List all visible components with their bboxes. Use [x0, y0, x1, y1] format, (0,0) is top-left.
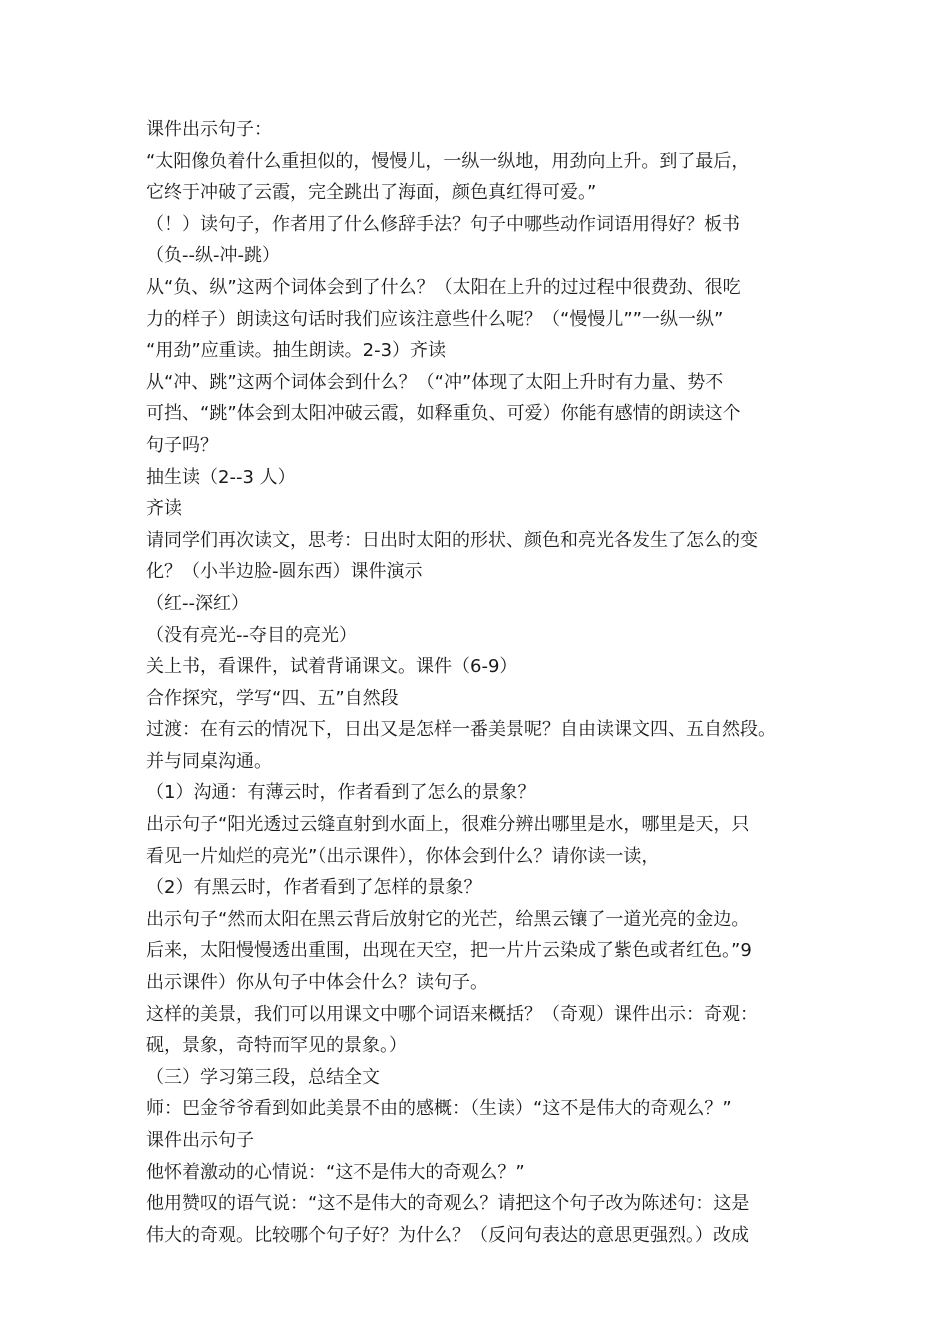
text-line: 出示课件）你从句子中体会什么？读句子。 [146, 972, 488, 994]
text-line: 抽生读（2--3 人） [146, 466, 296, 488]
text-line: 句子吗？ [146, 434, 218, 456]
text-line: （三）学习第三段，总结全文 [146, 1066, 380, 1088]
text-line: 关上书，看课件，试着背诵课文。课件（6-9） [146, 656, 518, 678]
text-line: 看见一片灿烂的亮光”（出示课件），你体会到什么？请你读一读， [146, 845, 660, 867]
text-line: 并与同桌沟通。 [146, 750, 272, 772]
text-line: 这样的美景，我们可以用课文中哪个词语来概括？（奇观）课件出示：奇观： [146, 1003, 758, 1025]
text-line: 后来，太阳慢慢透出重围，出现在天空，把一片片云染成了紫色或者红色。”9 [146, 940, 752, 962]
text-line: （负--纵-冲-跳） [146, 245, 280, 267]
text-line: （没有亮光--夺目的亮光） [146, 624, 357, 646]
text-line: （1）沟通：有薄云时，作者看到了怎么的景象？ [146, 782, 536, 804]
text-line: 伟大的奇观。比较哪个句子好？为什么？（反问句表达的意思更强烈。）改成 [146, 1224, 749, 1246]
text-line: “太阳像负着什么重担似的，慢慢儿，一纵一纵地，用劲向上升。到了最后， [146, 150, 750, 172]
text-line: “用劲”应重读。抽生朗读。2-3）齐读 [146, 340, 447, 362]
text-line: （！）读句子，作者用了什么修辞手法？句子中哪些动作词语用得好？板书 [146, 213, 740, 235]
text-line: 化？（小半边脸-圆东西）课件演示 [146, 561, 423, 583]
text-line: （红--深红） [146, 592, 249, 614]
text-line: 从“冲、跳”这两个词体会到什么？（“冲”体现了太阳上升时有力量、势不 [146, 371, 724, 393]
text-line: （2）有黑云时，作者看到了怎样的景象？ [146, 877, 482, 899]
text-line: 过渡：在有云的情况下，日出又是怎样一番美景呢？自由读课文四、五自然段。 [146, 719, 776, 741]
text-line: 出示句子“阳光透过云缝直射到水面上，很难分辨出哪里是水，哪里是天，只 [146, 814, 750, 836]
text-line: 课件出示句子 [146, 1130, 254, 1151]
text-line: 他怀着激动的心情说：“这不是伟大的奇观么？” [146, 1161, 525, 1183]
text-line: 从“负、纵”这两个词体会到了什么？（太阳在上升的过过程中很费劲、很吃 [146, 276, 741, 298]
text-line: 齐读 [146, 498, 182, 520]
text-line: 砚，景象，奇特而罕见的景象。） [146, 1035, 407, 1057]
text-line: 请同学们再次读文，思考：日出时太阳的形状、颜色和亮光各发生了怎么的变 [146, 529, 758, 551]
text-line: 合作探究，学写“四、五”自然段 [146, 687, 399, 709]
text-line: 师：巴金爷爷看到如此美景不由的感概：（生读）“这不是伟大的奇观么？” [146, 1098, 732, 1120]
document-body [146, 114, 814, 1251]
text-line: 出示句子“然而太阳在黑云背后放射它的光芒，给黑云镶了一道光亮的金边。 [146, 908, 750, 930]
text-line: 课件出示句子： [146, 119, 272, 140]
text-line: 它终于冲破了云霞，完全跳出了海面，颜色真红得可爱。” [146, 182, 597, 204]
text-line: 他用赞叹的语气说：“这不是伟大的奇观么？请把这个句子改为陈述句：这是 [146, 1193, 750, 1215]
text-line: 力的样子）朗读这句话时我们应该注意些什么呢？（“慢慢儿””一纵一纵” [146, 308, 724, 330]
text-line: 可挡、“跳”体会到太阳冲破云霞，如释重负、可爱）你能有感情的朗读这个 [146, 403, 741, 425]
